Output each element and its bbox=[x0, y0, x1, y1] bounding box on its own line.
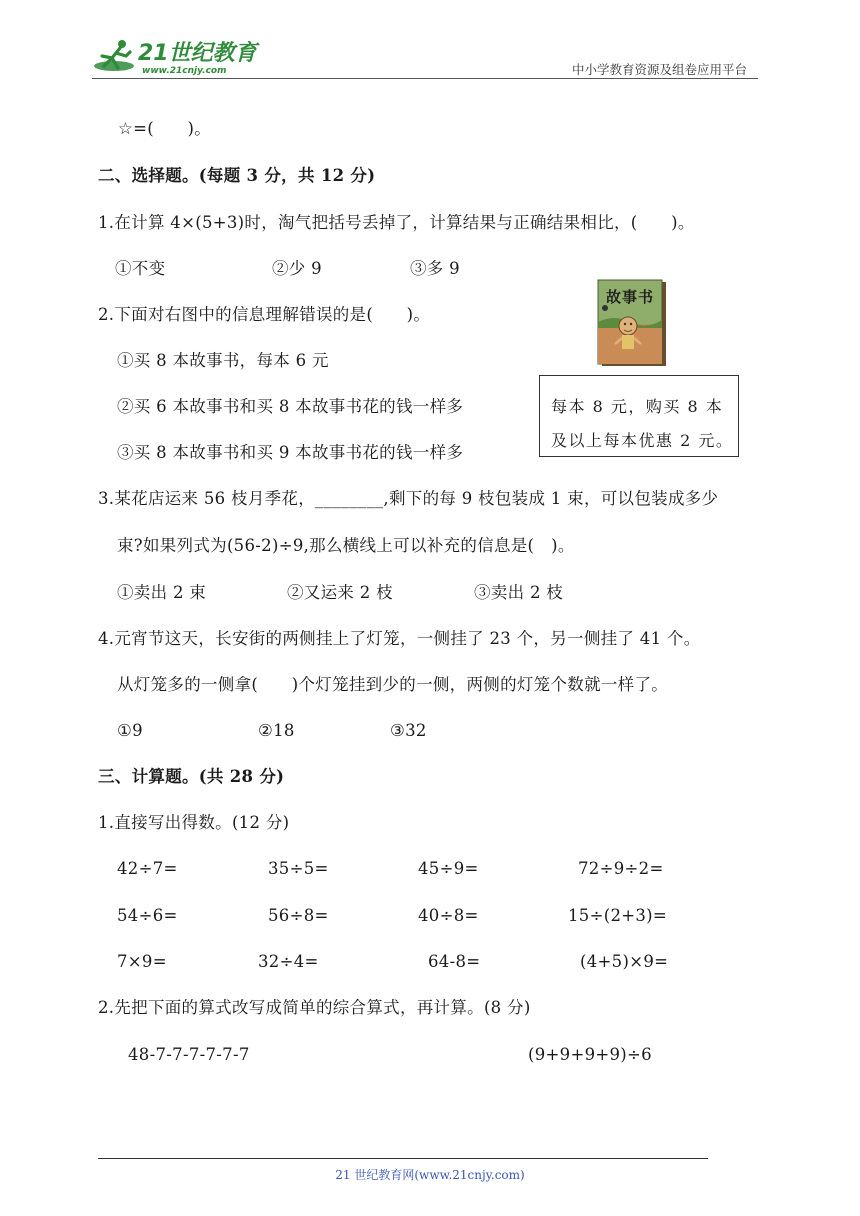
q3-option-3: ③卖出 2 枝 bbox=[474, 583, 564, 602]
calc-item: 56÷8= bbox=[268, 906, 329, 925]
calc-item: 54÷6= bbox=[117, 906, 178, 925]
offer-line-1: 每本 8 元，购买 8 本 bbox=[551, 397, 724, 416]
q3-stem-line2: 束?如果列式为(56-2)÷9,那么横线上可以补充的信息是( )。 bbox=[117, 536, 575, 555]
calc-item: 7×9= bbox=[117, 952, 167, 971]
q3-stem-line1: 3.某花店运来 56 枝月季花，________,剩下的每 9 枝包装成 1 束，可以包装成多少 bbox=[98, 489, 719, 508]
calc-item: 45÷9= bbox=[418, 859, 479, 878]
calc-item: 15÷(2+3)= bbox=[568, 906, 668, 925]
calc-q2-expression-1: 48-7-7-7-7-7-7 bbox=[128, 1045, 250, 1064]
logo-text: 21世纪教育 bbox=[138, 41, 257, 66]
footer-text: 21 世纪教育网(www.21cnjy.com) bbox=[335, 1168, 525, 1182]
price-offer-box bbox=[539, 375, 739, 457]
calc-q2-stem: 2.先把下面的算式改写成简单的综合算式，再计算。(8 分) bbox=[98, 998, 531, 1017]
q2-option-3: ③买 8 本故事书和买 9 本故事书花的钱一样多 bbox=[117, 443, 464, 462]
calc-item: 72÷9÷2= bbox=[578, 859, 664, 878]
calc-item: (4+5)×9= bbox=[580, 952, 669, 971]
q3-option-1: ①卖出 2 束 bbox=[117, 583, 207, 602]
section2-title: 二、选择题。(每题 3 分，共 12 分) bbox=[98, 166, 376, 185]
q1-option-1: ①不变 bbox=[115, 259, 166, 278]
q4-option-1: ①9 bbox=[117, 721, 143, 740]
q4-stem-line2: 从灯笼多的一侧拿( )个灯笼挂到少的一侧，两侧的灯笼个数就一样了。 bbox=[117, 675, 669, 694]
star-answer-line: ☆=( )。 bbox=[118, 119, 212, 138]
platform-slogan: 中小学教育资源及组卷应用平台 bbox=[572, 62, 748, 77]
storybook-title: 故事书 bbox=[606, 288, 655, 306]
q4-option-3: ③32 bbox=[390, 721, 427, 740]
q1-option-2: ②少 9 bbox=[272, 259, 322, 278]
q4-stem-line1: 4.元宵节这天，长安街的两侧挂上了灯笼，一侧挂了 23 个，另一侧挂了 41 个。 bbox=[98, 629, 701, 648]
calc-item: 32÷4= bbox=[258, 952, 319, 971]
q1-option-3: ③多 9 bbox=[410, 259, 460, 278]
calc-item: 42÷7= bbox=[117, 859, 178, 878]
header-divider bbox=[92, 78, 758, 79]
calc-q2-expression-2: (9+9+9+9)÷6 bbox=[528, 1045, 652, 1064]
q4-option-2: ②18 bbox=[258, 721, 295, 740]
site-logo bbox=[92, 36, 260, 78]
q2-option-1: ①买 8 本故事书，每本 6 元 bbox=[117, 351, 329, 370]
calc-item: 35÷5= bbox=[268, 859, 329, 878]
section3-title: 三、计算题。(共 28 分) bbox=[98, 767, 285, 786]
runner-logo-icon bbox=[92, 36, 260, 78]
q3-option-2: ②又运来 2 枝 bbox=[287, 583, 393, 602]
calc-item: 40÷8= bbox=[418, 906, 479, 925]
q1-stem: 1.在计算 4×(5+3)时，淘气把括号丢掉了，计算结果与正确结果相比，( )。 bbox=[98, 213, 695, 232]
q2-stem: 2.下面对右图中的信息理解错误的是( )。 bbox=[98, 305, 431, 324]
offer-line-2: 及以上每本优惠 2 元。 bbox=[551, 431, 734, 450]
calc-item: 64-8= bbox=[428, 952, 481, 971]
storybook-image bbox=[596, 278, 670, 368]
q2-option-2: ②买 6 本故事书和买 8 本故事书花的钱一样多 bbox=[117, 397, 464, 416]
logo-url: www.21cnjy.com bbox=[142, 66, 227, 76]
calc-q1-stem: 1.直接写出得数。(12 分) bbox=[98, 813, 290, 832]
footer-divider bbox=[98, 1158, 708, 1159]
